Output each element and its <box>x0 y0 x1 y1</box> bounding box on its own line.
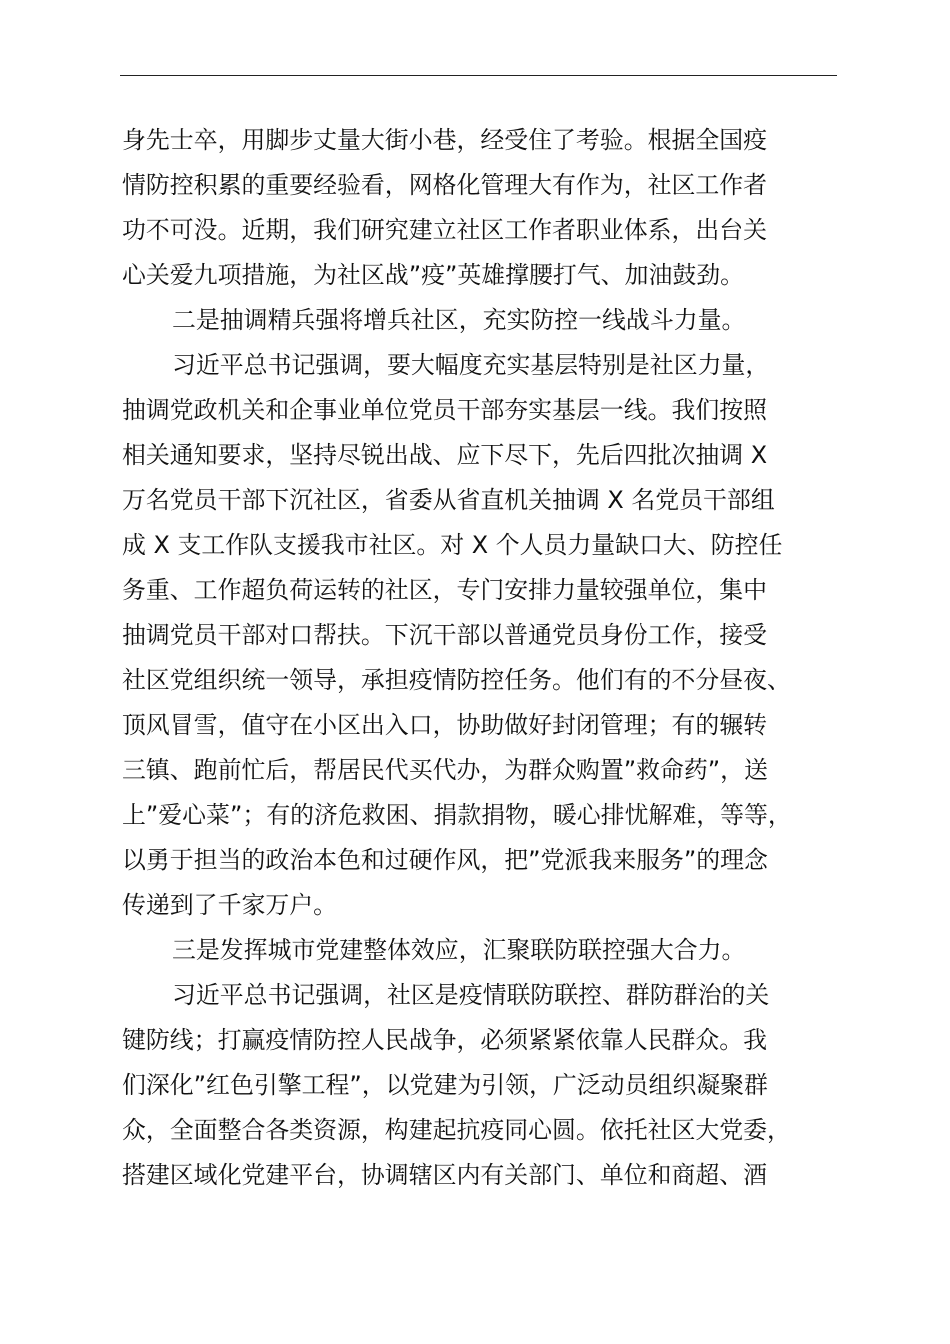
text-line: 众，全面整合各类资源，构建起抗疫同心圆。依托社区大党委， <box>122 1116 791 1144</box>
text-line: 情防控积累的重要经验看，网格化管理大有作为，社区工作者 <box>122 171 768 199</box>
text-line: 上”爱心菜”；有的济危救困、捐款捐物，暖心排忧解难，等等， <box>122 801 792 829</box>
text-line: 以勇于担当的政治本色和过硬作风，把”党派我来服务”的理念 <box>122 846 768 874</box>
text-line: 习近平总书记强调，社区是疫情联防联控、群防群治的关 <box>172 981 770 1009</box>
text-line: 搭建区域化党建平台，协调辖区内有关部门、单位和商超、酒 <box>122 1161 768 1189</box>
text-line: 传递到了千家万户。 <box>122 891 338 919</box>
header-rule <box>120 75 837 76</box>
text-line: 社区党组织统一领导，承担疫情防控任务。他们有的不分昼夜、 <box>122 666 791 694</box>
text-line: 心关爱九项措施，为社区战”疫”英雄撑腰打气、加油鼓劲。 <box>122 261 745 289</box>
text-line: 二是抽调精兵强将增兵社区，充实防控一线战斗力量。 <box>172 306 746 334</box>
text-line: 成 X 支工作队支援我市社区。对 X 个人员力量缺口大、防控任 <box>122 531 783 559</box>
text-line: 相关通知要求，坚持尽锐出战、应下尽下，先后四批次抽调 X <box>122 441 768 469</box>
text-line: 抽调党员干部对口帮扶。下沉干部以普通党员身份工作，接受 <box>122 621 768 649</box>
text-line: 三是发挥城市党建整体效应，汇聚联防联控强大合力。 <box>172 936 746 964</box>
text-line: 们深化”红色引擎工程”，以党建为引领，广泛动员组织凝聚群 <box>122 1071 768 1099</box>
body-text <box>122 118 842 1198</box>
text-line: 键防线；打赢疫情防控人民战争，必须紧紧依靠人民群众。我 <box>122 1026 768 1054</box>
text-line: 身先士卒，用脚步丈量大街小巷，经受住了考验。根据全国疫 <box>122 126 768 154</box>
text-line: 三镇、跑前忙后，帮居民代买代办，为群众购置”救命药”，送 <box>122 756 768 784</box>
text-line: 习近平总书记强调，要大幅度充实基层特别是社区力量， <box>172 351 770 379</box>
text-line: 万名党员干部下沉社区，省委从省直机关抽调 X 名党员干部组 <box>122 486 775 514</box>
text-line: 抽调党政机关和企事业单位党员干部夯实基层一线。我们按照 <box>122 396 768 424</box>
text-line: 顶风冒雪，值守在小区出入口，协助做好封闭管理；有的辗转 <box>122 711 768 739</box>
text-line: 功不可没。近期，我们研究建立社区工作者职业体系，出台关 <box>122 216 768 244</box>
text-line: 务重、工作超负荷运转的社区，专门安排力量较强单位，集中 <box>122 576 768 604</box>
